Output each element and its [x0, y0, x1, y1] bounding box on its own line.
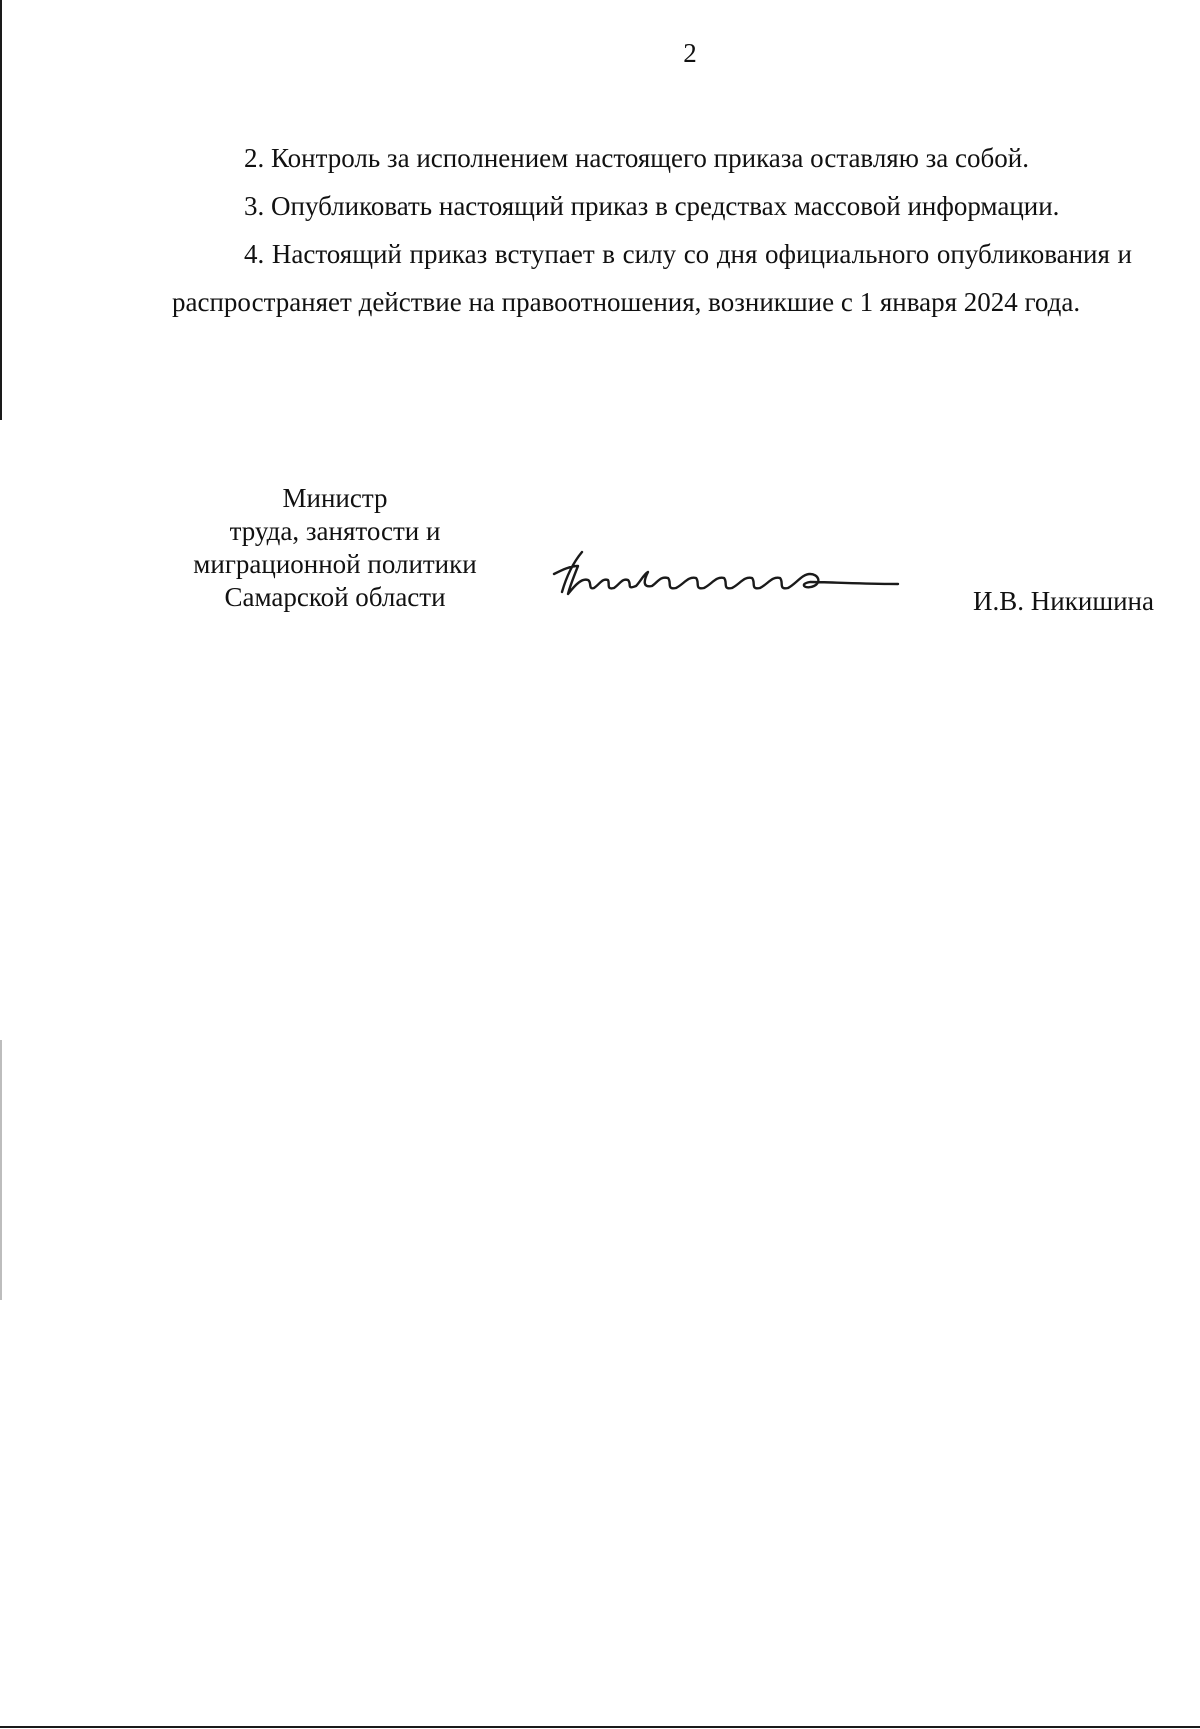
scan-edge-bottom: [0, 1726, 1200, 1728]
paragraph-4: 4. Настоящий приказ вступает в силу со дня официального опубликования и распространяет действие на правоотношения, возникшие с 1 января 2024 года.: [172, 239, 1132, 317]
signer-name: И.В. Никишина: [973, 586, 1154, 616]
position-line: миграционной политики: [193, 549, 477, 579]
scan-edge-left: [0, 0, 2, 420]
page-number: 2: [683, 38, 697, 68]
position-line: труда, занятости и: [229, 516, 441, 546]
scan-edge-left-faint: [0, 1040, 2, 1300]
signer-position: [170, 482, 500, 614]
paragraph-2: 2. Контроль за исполнением настоящего приказа оставляю за собой.: [244, 143, 1029, 173]
signature-block: [170, 482, 1170, 622]
paragraph-3: 3. Опубликовать настоящий приказ в средствах массовой информации.: [244, 191, 1060, 221]
position-line: Самарской области: [224, 582, 446, 612]
position-line: Министр: [282, 483, 388, 513]
handwritten-signature: [548, 544, 908, 604]
body-text: [172, 134, 1132, 326]
